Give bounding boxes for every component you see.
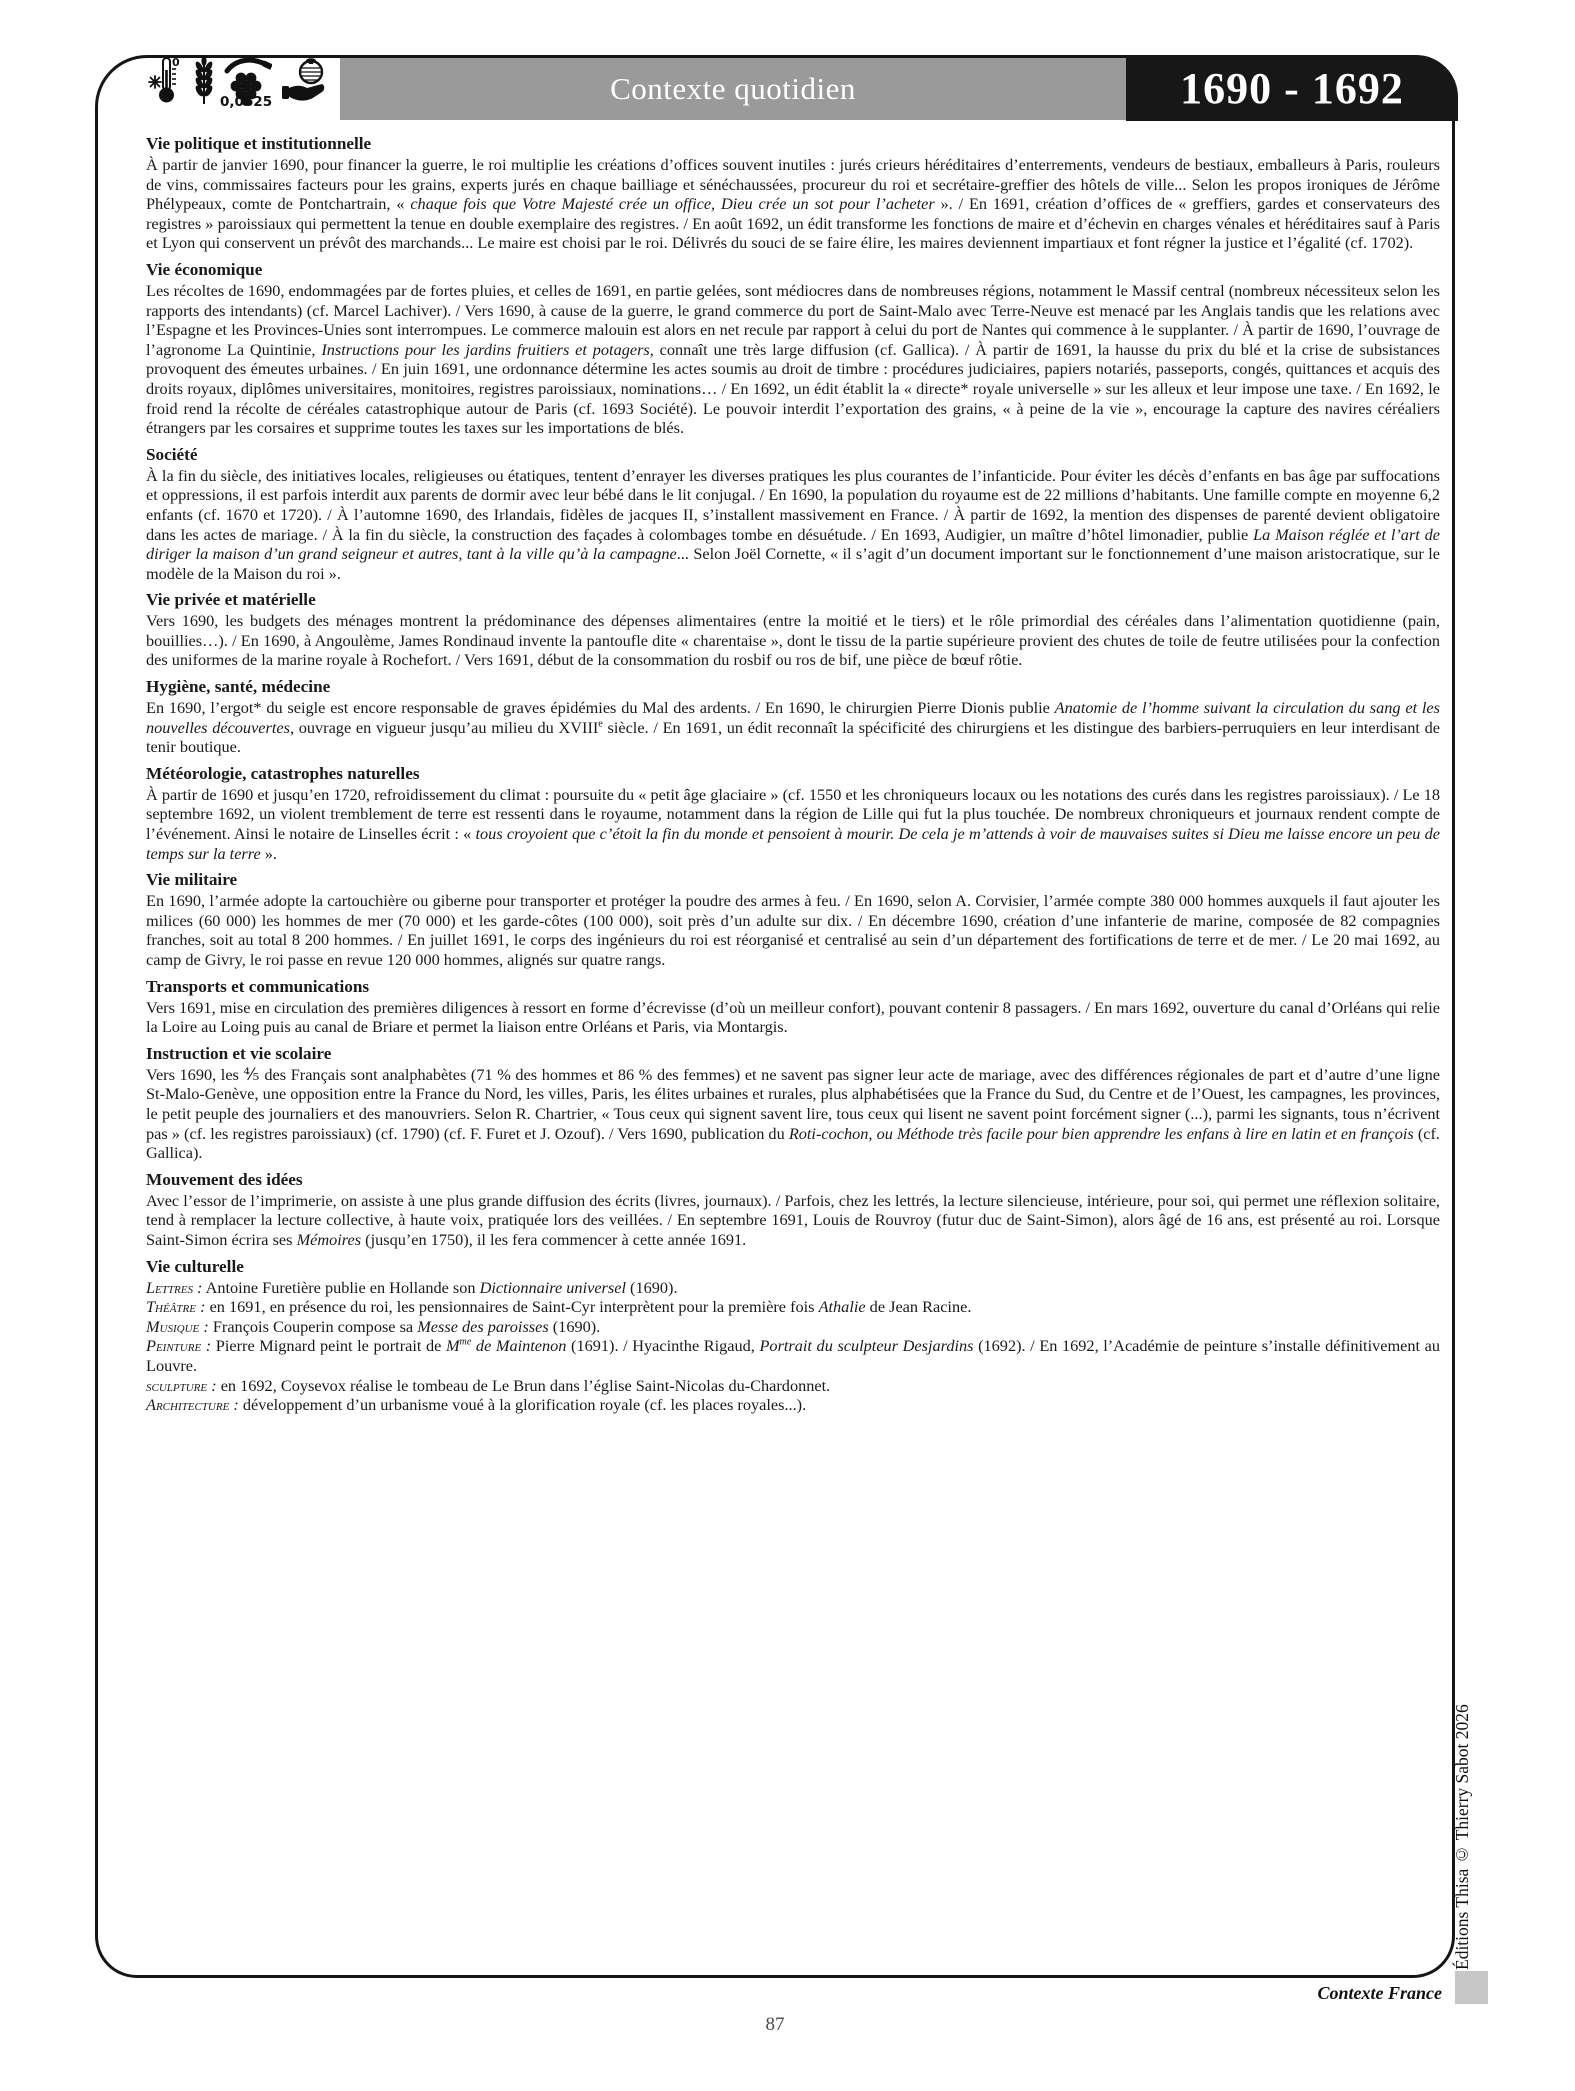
- hand-money-bag-icon: [281, 56, 331, 104]
- text-run: Anatomie de l’homme suivant la circulation du sang et les nouvelles découvertes: [146, 698, 1440, 737]
- text-run: En 1690, l’armée adopte la cartouchière ou giberne pour transporter et protéger la poudre des armes à feu. / En 1690, selon A. Corvisier, l’armée compte 380 000 hommes auxquels il faut ajouter les milices (60 000) les hommes de mer (70 000) et les garde-côtes (100 000), soit près d’un adulte sur dix. / En décembre 1690, création d’une infanterie de marine, composée de 82 compagnies franches, soit au total 8 200 hommes. / En juillet 1691, le corps des ingénieurs du roi est réorganisé et centralisé au sein d’un département des fortifications de terre et de mer. / Le 20 mai 1692, au camp de Givry, le roi passe en revue 120 000 hommes, alignés sur quatre rangs.: [146, 891, 1440, 969]
- section: [146, 134, 1440, 253]
- section-heading: Vie politique et institutionnelle: [146, 134, 372, 153]
- svg-text:0: 0: [172, 56, 180, 69]
- text-run: développement d’un urbanisme voué à la glorification royale (cf. les places royales...).: [238, 1395, 807, 1415]
- section-paragraph: [146, 281, 1440, 438]
- section-heading: Vie privée et matérielle: [146, 590, 316, 610]
- text-run: en 1691, en présence du roi, les pensionnaires de Saint-Cyr interprètent pour la première fois: [205, 1297, 819, 1317]
- text-run: sculpture :: [146, 1375, 217, 1395]
- collection-color-square: [1455, 1971, 1488, 2004]
- section: [146, 590, 1440, 670]
- text-run: Instructions pour les jardins fruitiers et potagers: [321, 339, 650, 359]
- wheat-icon: [193, 56, 215, 104]
- text-run: , connaît une très large diffusion (cf. Gallica). / À partir de 1691, la hausse du prix du blé et la crise de subsistances provoquent des émeutes urbaines. / En juin 1691, une ordonnance détermine les actes soumis au droit de timbre : procédures judiciaires, papiers notariés, passeports, congés, quittances et acquis des droits royaux, diplômes universitaires, monitoires, registres paroissiaux, nominations… / En 1692, un édit établit la « directe* royale universelle » sur les alleux et leur impose une taxe. / En 1692, le froid rend la récolte de céréales catastrophique autour de Paris (cf. 1693 Société). Le pouvoir interdit l’exportation des grains, « à peine de la vie », encourage la capture des navires céréaliers étrangers par les corsaires et supprime toutes les taxes sur les importations de blés.: [146, 339, 1441, 438]
- text-run: Dictionnaire universel: [479, 1277, 626, 1297]
- text-run: en 1692, Coysevox réalise le tombeau de Le Brun dans l’église Saint-Nicolas du-Chardonnet.: [216, 1375, 831, 1395]
- section-heading: Météorologie, catastrophes naturelles: [146, 763, 420, 783]
- page-number: 87: [765, 2014, 785, 2035]
- header-icon-strip: [148, 56, 331, 120]
- section-heading: Vie culturelle: [146, 1256, 244, 1276]
- page-title: Contexte quotidien: [610, 71, 856, 106]
- section-heading: Instruction et vie scolaire: [146, 1043, 332, 1063]
- text-run: e: [598, 718, 603, 730]
- text-run: M: [445, 1336, 460, 1356]
- collection-label: Contexte France: [1317, 1983, 1442, 2003]
- years-range-badge: [1126, 55, 1458, 121]
- text-run: Peinture :: [146, 1336, 212, 1356]
- text-run: À la fin du siècle, des initiatives locales, religieuses ou étatiques, tentent d’enrayer les diverses pratiques les plus courantes de l’infanticide. Pour éviter les décès d’enfants en bas âge par suffocations et oppressions, il est parfois interdit aux parents de dormir avec leur bébé dans le lit conjugal. / En 1690, la population du royaume est de 22 millions d’habitants. Une famille compte en moyenne 6,2 enfants (cf. 1670 et 1720). / À l’automne 1690, des Irlandais, fidèles de jacques II, s’installent massivement en France. / À partir de 1692, la mention des dispenses de parenté devient obligatoire dans les actes de mariage. / À la fin du siècle, la construction des façades à colombages tombe en désuétude. / En 1693, Audigier, un maître d’hôtel limonadier, publie: [146, 465, 1440, 544]
- section-paragraph: [146, 698, 1440, 757]
- section-heading: Mouvement des idées: [146, 1169, 303, 1189]
- section-heading: Vie économique: [146, 259, 263, 279]
- text-run: ». / En 1691, création d’offices de « greffiers, gardes et conservateurs des registres » paroissiaux qui permettent la tenue en double exemplaire des registres. / En août 1692, un édit transforme les fonctions de maire et d’échevin en charges vénales et héréditaires sauf à Paris et Lyon qui conservent un prévôt des marchands... Le maire est choisi par le roi. Délivrés du souci de se faire élire, les maires deviennent impartiaux et font régner la justice et l’égalité (cf. 1702).: [146, 194, 1440, 253]
- section: [146, 1170, 1440, 1250]
- text-run: chaque fois que Votre Majesté crée un office, Dieu crée un sot pour l’acheter: [410, 194, 935, 214]
- text-run: siècle. / En 1691, un édit reconnaît la spécificité des chirurgiens et les distingue des barbiers-perruquiers en leur interdisant de tenir boutique.: [146, 717, 1440, 757]
- section-paragraph: [146, 1065, 1440, 1163]
- text-run: Vers 1691, mise en circulation des premières diligences à ressort en forme d’écrevisse (d’où un meilleur confort), pouvant contenir 8 passagers. / En mars 1692, ouverture du canal d’Orléans qui relie la Loire au Loing puis au canal de Briare et permet la liaison entre Orléans et Paris, via Montargis.: [146, 997, 1440, 1037]
- text-run: (1692). / En 1692, l’Académie de peinture s’installe définitivement au Louvre.: [146, 1336, 1441, 1375]
- section-paragraph: [146, 1297, 1440, 1317]
- text-run: ».: [260, 843, 277, 863]
- section-paragraph: [146, 155, 1440, 253]
- page-title-bar: [340, 58, 1126, 120]
- section-paragraph: [146, 466, 1440, 584]
- text-run: Musique :: [146, 1316, 209, 1336]
- text-run: François Couperin compose sa: [208, 1316, 418, 1336]
- text-run: (1690).: [548, 1316, 601, 1336]
- text-run: Antoine Furetière publie en Hollande son: [202, 1277, 480, 1297]
- section-heading: Vie militaire: [146, 870, 238, 890]
- section-paragraph: [146, 785, 1440, 863]
- section-paragraph: [146, 611, 1440, 670]
- text-run: Roti-cochon, ou Méthode très facile pour bien apprendre les enfans à lire en latin et en françois: [788, 1123, 1414, 1143]
- section: [146, 764, 1440, 863]
- section: [146, 1257, 1440, 1415]
- price-value-label: 0,0625: [220, 94, 273, 110]
- section: [146, 977, 1440, 1037]
- section-paragraph: [146, 1278, 1440, 1298]
- section-paragraph: [146, 1336, 1440, 1375]
- text-run: À partir de 1690 et jusqu’en 1720, refroidissement du climat : poursuite du « petit âge glaciaire » (cf. 1550 et les chroniqueurs locaux ou les notations des curés dans les registres paroissiaux). / Le 18 septembre 1692, un violent tremblement de terre est ressenti dans le royaume, notamment dans la région de Lille qui fut la plus touchée. De nombreux chroniqueurs et journaux rendent compte de l’événement. Ainsi le notaire de Linselles écrit : «: [146, 784, 1440, 844]
- section-paragraph: [146, 1317, 1440, 1337]
- text-run: Les récoltes de 1690, endommagées par de fortes pluies, et celles de 1691, en partie gelées, sont médiocres dans de nombreuses régions, notamment le Massif central (nombreux nécessiteux selon les rapports des intendants) (cf. Marcel Lachiver). / Vers 1690, à cause de la guerre, le grand commerce du port de Saint-Malo avec Terre-Neuve est menacé par les Anglais tandis que les relations avec l’Espagne et les Provinces-Unies sont interrompues. Le commerce malouin est alors en net recule par rapport à celui du port de Nantes qui commence à le supplanter. / À partir de 1690, l’ouvrage de l’agronome La Quintinie,: [146, 280, 1440, 359]
- text-run: Messe des paroisses: [417, 1316, 549, 1336]
- years-range: 1690 - 1692: [1180, 63, 1404, 113]
- text-run: À partir de janvier 1690, pour financer la guerre, le roi multiplie les créations d’offices souvent inutiles : jurés crieurs héréditaires d’enterrements, vendeurs de bestiaux, emballeurs à Paris, rouleurs de vins, commissaires facteurs pour les grains, experts jurés en chaque bailliage et sénéchaussées, procureur du roi et secrétaire-greffier des hôtels de ville... Selon les propos ironiques de Jérôme Phélypeaux, comte de Pontchartrain, «: [146, 155, 1440, 214]
- text-run: Vers 1690, les budgets des ménages montrent la prédominance des dépenses alimentaires (entre la moitié et le tiers) et le rôle primordial des céréales dans l’alimentation quotidienne (pain, bouillies…). / En 1690, à Angoulème, James Rondinaud invente la pantoufle dite « charentaise », dont le tissu de la partie supérieure provient des chutes de toile de feutre utilisées pour la confection des uniformes de la marine royale à Rochefort. / Vers 1691, début de la consommation du rosbif ou ros de bif, une pièce de bœuf rôtie.: [146, 611, 1440, 670]
- text-run: Avec l’essor de l’imprimerie, on assiste à une plus grande diffusion des écrits (livres, journaux). / Parfois, chez les lettrés, la lecture silencieuse, intérieure, pour soi, qui permet une réflexion solitaire, tend à remplacer la lecture collective, à haute voix, pratiquée lors des veillées. / En septembre 1691, Louis de Rouvroy (futur duc de Saint-Simon), alors âgé de 16 ans, est présenté au roi. Lorsque Saint-Simon écrira ses: [146, 1190, 1440, 1249]
- section-paragraph: [146, 891, 1440, 969]
- section: [146, 445, 1440, 584]
- text-run: me: [459, 1336, 472, 1348]
- section: [146, 260, 1440, 438]
- text-run: (1691). / Hyacinthe Rigaud,: [566, 1336, 760, 1356]
- text-run: (jusqu’en 1750), il les fera commencer à cette année 1691.: [361, 1229, 747, 1249]
- text-run: La Maison réglée et l’art de diriger la maison d’un grand seigneur et autres, tant à la ville qu’à la campagne: [146, 524, 1440, 564]
- section: [146, 870, 1440, 969]
- text-run: Pierre Mignard peint le portrait de: [211, 1336, 446, 1356]
- text-run: Vers 1690, les ⅘ des Français sont analphabètes (71 % des hommes et 86 % des femmes) et ne savent pas signer leur acte de mariage, avec des différences régionales de part et d’autre d’une ligne St-Malo-Genève, une opposition entre la France du Nord, les villes, Paris, les élites urbaines et rurales, plus alphabétisées que la France du Sud, du Centre et de l’Ouest, les campagnes, les provinces, le petit peuple des journaliers et des manouvriers. Selon R. Chartrier, « Tous ceux qui signent savent lire, tous ceux qui lisent ne savent point forcément signer (...), parmi les signants, tous n’écrivent pas » (cf. les registres paroissiaux) (cf. 1790) (cf. F. Furet et J. Ozouf). / Vers 1690, publication du: [146, 1064, 1440, 1143]
- text-run: (cf. Gallica).: [146, 1123, 1440, 1163]
- thermometer-snowflake-icon: [148, 56, 184, 104]
- section-paragraph: [146, 1191, 1440, 1250]
- text-run: Théâtre :: [146, 1297, 206, 1317]
- text-run: (1690).: [625, 1277, 678, 1297]
- section-paragraph: [146, 1376, 1440, 1396]
- text-run: Mémoires: [296, 1229, 362, 1249]
- publisher-credit-vertical: Éditions Thisa © Thierry Sabot 2026: [1452, 1704, 1472, 1970]
- section: [146, 677, 1440, 757]
- text-run: Athalie: [818, 1297, 866, 1317]
- section-paragraph: [146, 998, 1440, 1037]
- text-run: de Jean Racine.: [865, 1297, 972, 1317]
- text-run: de Maintenon: [471, 1336, 567, 1356]
- section-heading: Hygiène, santé, médecine: [146, 677, 331, 697]
- text-run: Architecture :: [146, 1395, 239, 1415]
- section-heading: Transports et communications: [146, 976, 370, 996]
- content-box: [95, 55, 1455, 1978]
- text-run: , ouvrage en vigueur jusqu’au milieu du XVIII: [289, 717, 599, 737]
- section: [146, 1044, 1440, 1163]
- text-run: ... Selon Joël Cornette, « il s’agit d’un document important sur le fonctionnement d’une maison aristocratique, sur le modèle de la Maison du roi ».: [146, 544, 1440, 583]
- section-heading: Société: [146, 444, 198, 464]
- text-run: Portrait du sculpteur Desjardins: [759, 1336, 974, 1356]
- text-run: Lettres :: [146, 1277, 203, 1297]
- text-run: En 1690, l’ergot* du seigle est encore responsable de graves épidémies du Mal des ardents. / En 1690, le chirurgien Pierre Dionis publie: [146, 698, 1055, 718]
- text-run: tous croyoient que c’étoit la fin du monde et pensoient à mourir. De cela je m’attends à voir de mauvaises suites si Dieu me laisse encore un peu de temps sur la terre: [146, 824, 1441, 863]
- sections-column: [146, 134, 1440, 1422]
- section-paragraph: [146, 1395, 1440, 1415]
